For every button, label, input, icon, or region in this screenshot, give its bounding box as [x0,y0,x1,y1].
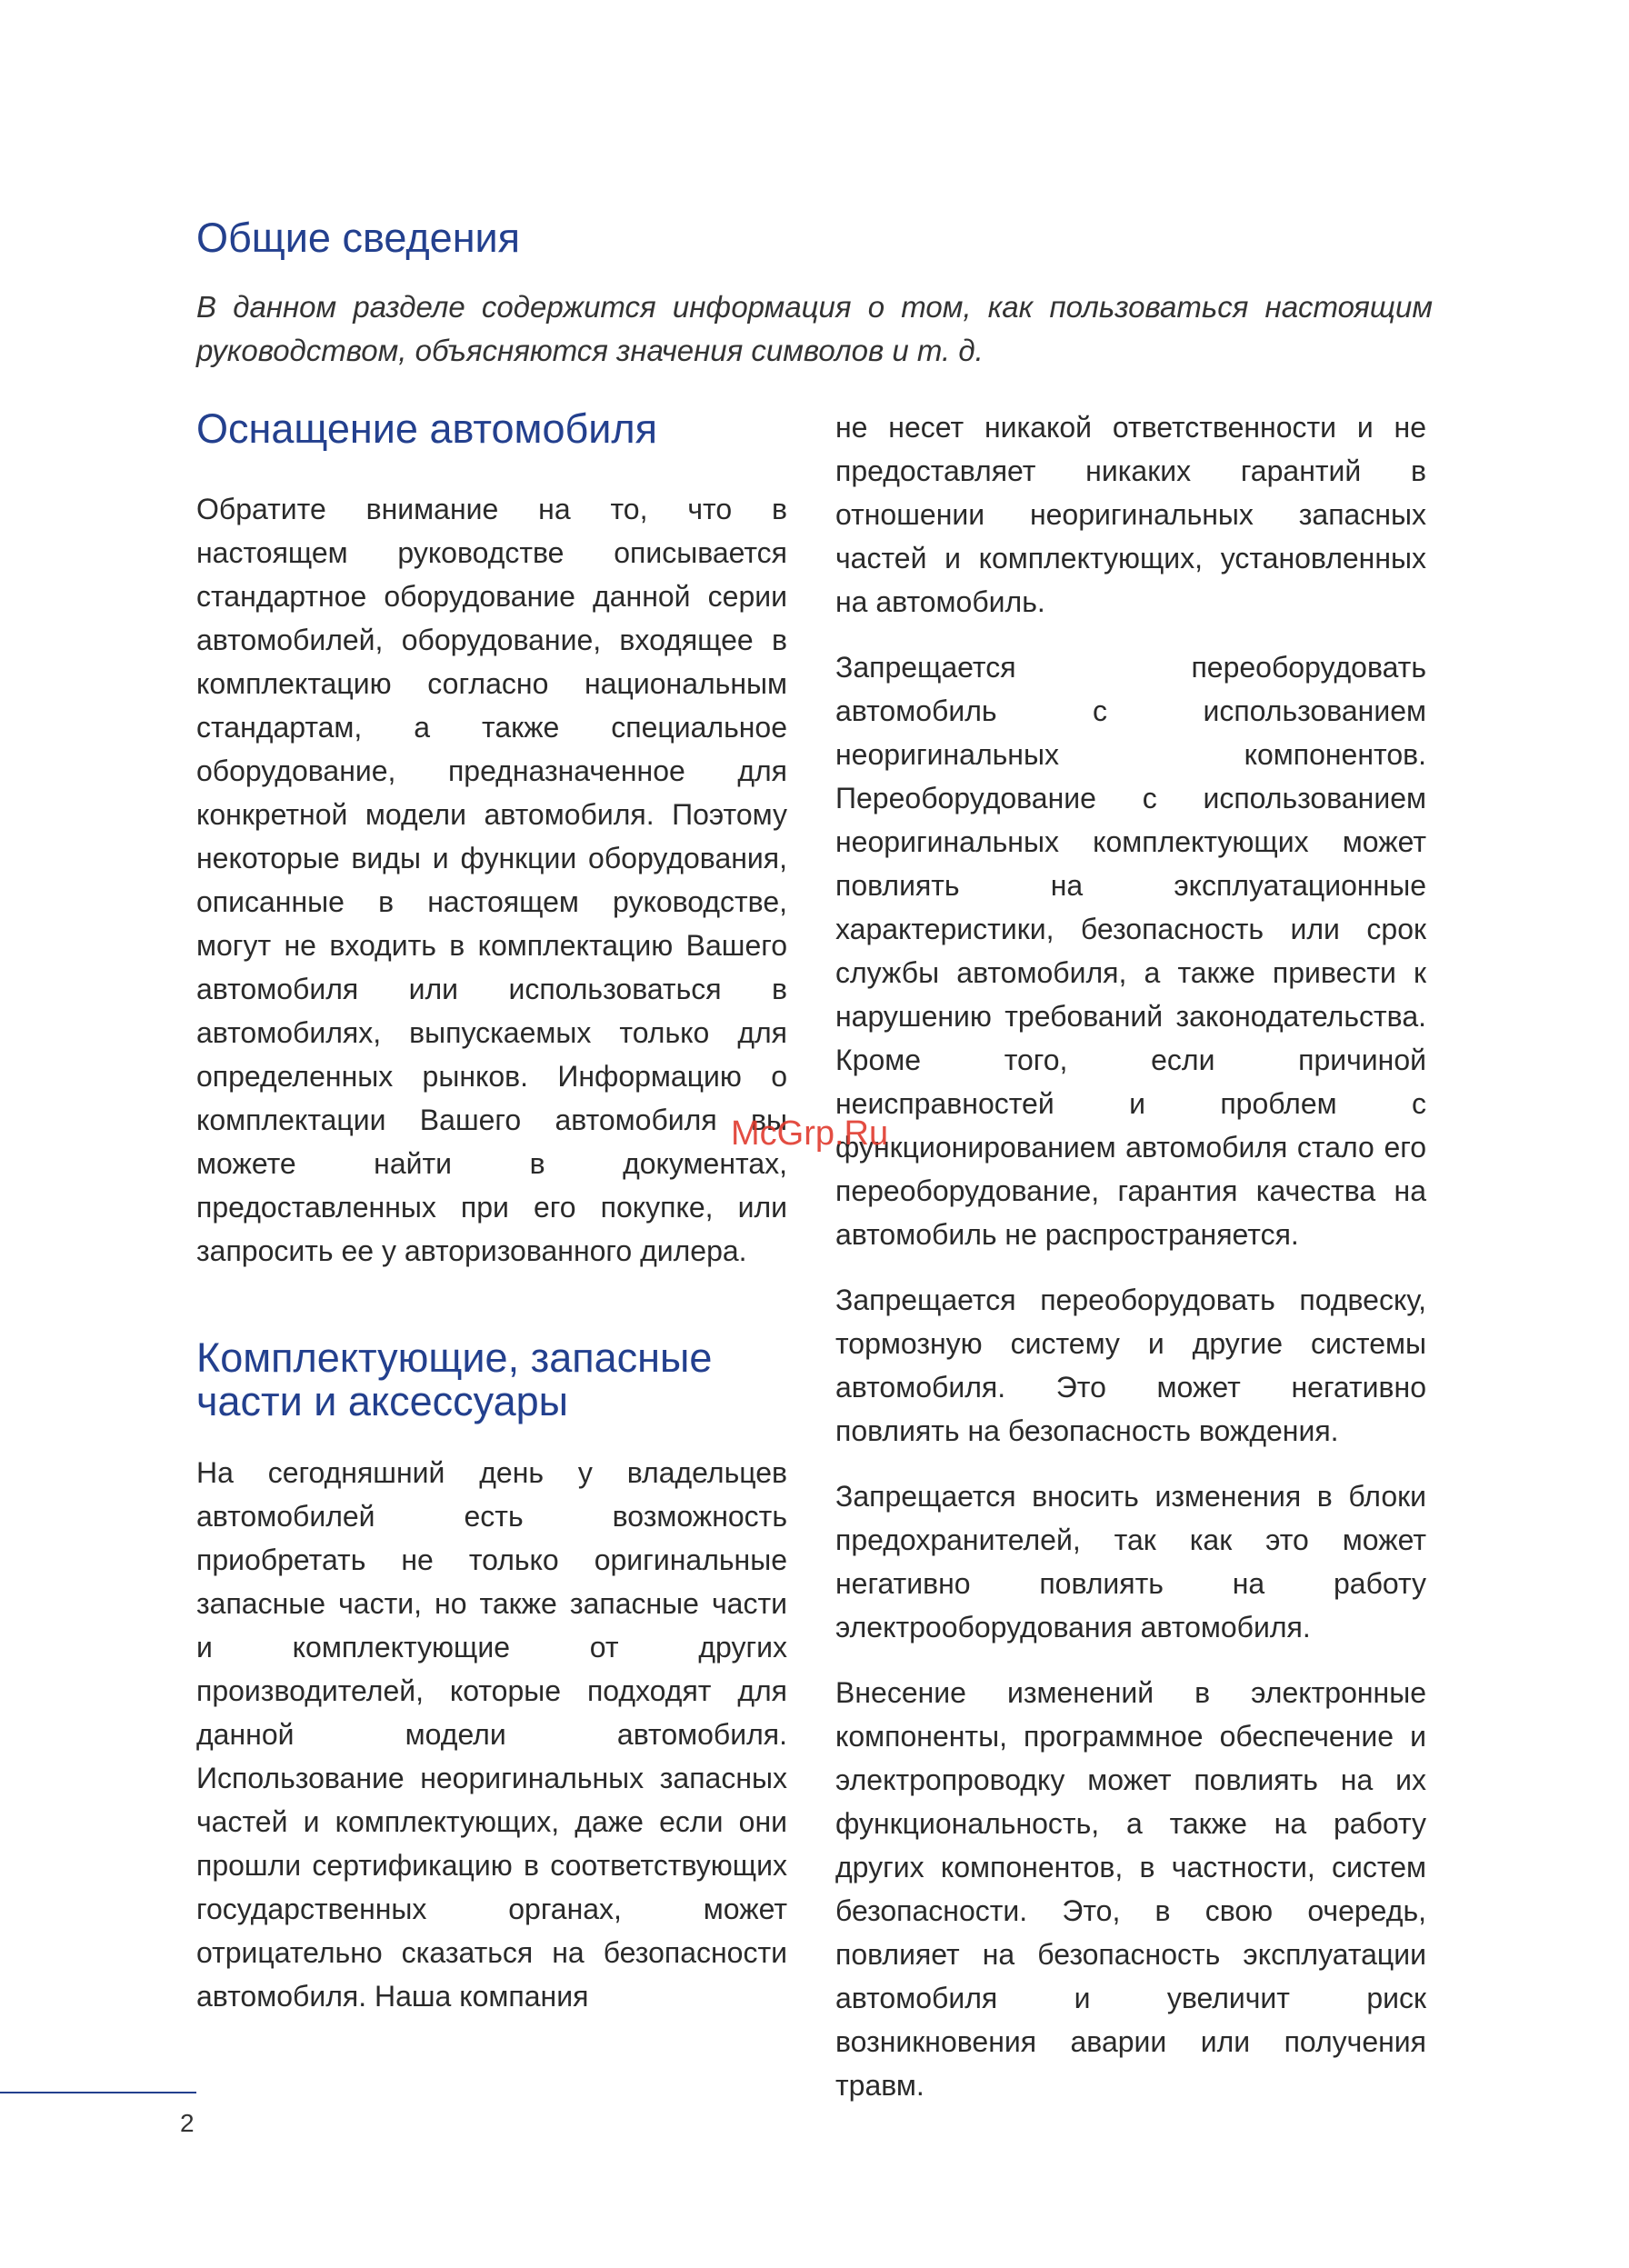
paragraph-fuses: Запрещается вносить изменения в блоки предохранителей, так как это может негативно повлиять на работу электрооборудования автомобиля. [835,1480,1426,1644]
paragraph-equipment: Обратите внимание на то, что в настоящем руководстве описывается стандартное оборудование данной серии автомобилей, оборудование, входящее в комплектацию согласно национальным стандартам, а также специальное оборудование, предназначенное для конкретной модели автомобиля. Поэтому некоторые виды и функции оборудования, описанные в настоящем руководстве, могут не входить в комплектацию Вашего автомобиля или использоваться в автомобилях, выпускаемых только для определенных рынков. Информацию о комплектации Вашего автомобиля вы можете найти в документах, предоставленных при его покупке, или запросить ее у авторизованного дилера. [196,493,787,1267]
section-title-parts: Комплектующие, запасные части и аксессуары [196,1334,713,1424]
paragraph-electronics: Внесение изменений в электронные компоненты, программное обеспечение и электропроводку может повлиять на их функциональность, а также на работу других компонентов, в частности, систем безопасности. Это, в свою очередь, повлияет на безопасность эксплуатации автомобиля и увеличит риск возникновения аварии или получения травм. [835,1676,1426,2102]
section-title-equipment: Оснащение автомобиля [196,405,658,452]
paragraph-parts: На сегодняшний день у владельцев автомобилей есть возможность приобретать не только оригинальные запасные части, но также запасные части и комплектующие от других производителей, которые подходят для данной модели автомобиля. Использование неоригинальных запасных частей и комплектующих, даже если они прошли сертификацию в соответствующих государственных органах, может отрицательно сказаться на безопасности автомобиля. Наша компания [196,1456,787,2013]
left-column [196,407,787,2018]
footer-divider [0,2092,196,2093]
paragraph-warranty: не несет никакой ответственности и не предоставляет никаких гарантий в отношении неоригинальных запасных частей и комплектующих, установленных на автомобиль. [835,411,1426,618]
section-intro: В данном разделе содержится информация о том, как пользоваться настоящим руководством, объясняются значения символов и т. д. [196,290,1433,367]
watermark: McGrp.Ru [731,1114,889,1153]
page-title: Общие сведения [196,215,521,261]
paragraph-suspension: Запрещается переоборудовать подвеску, тормозную систему и другие системы автомобиля. Это может негативно повлиять на безопасность вождения. [835,1284,1426,1447]
paragraph-modification: Запрещается переоборудовать автомобиль с использованием неоригинальных компонентов. Переоборудование с использованием неоригинальных комплектующих может повлиять на эксплуатационные характеристики, безопасность или срок службы автомобиля, а также привести к нарушению требований законодательства. Кроме того, если причиной неисправностей и проблем с функционированием автомобиля стало его переоборудование, гарантия качества на автомобиль не распространяется. [835,651,1426,1251]
right-column [835,405,1426,2129]
page-number: 2 [180,2109,195,2137]
